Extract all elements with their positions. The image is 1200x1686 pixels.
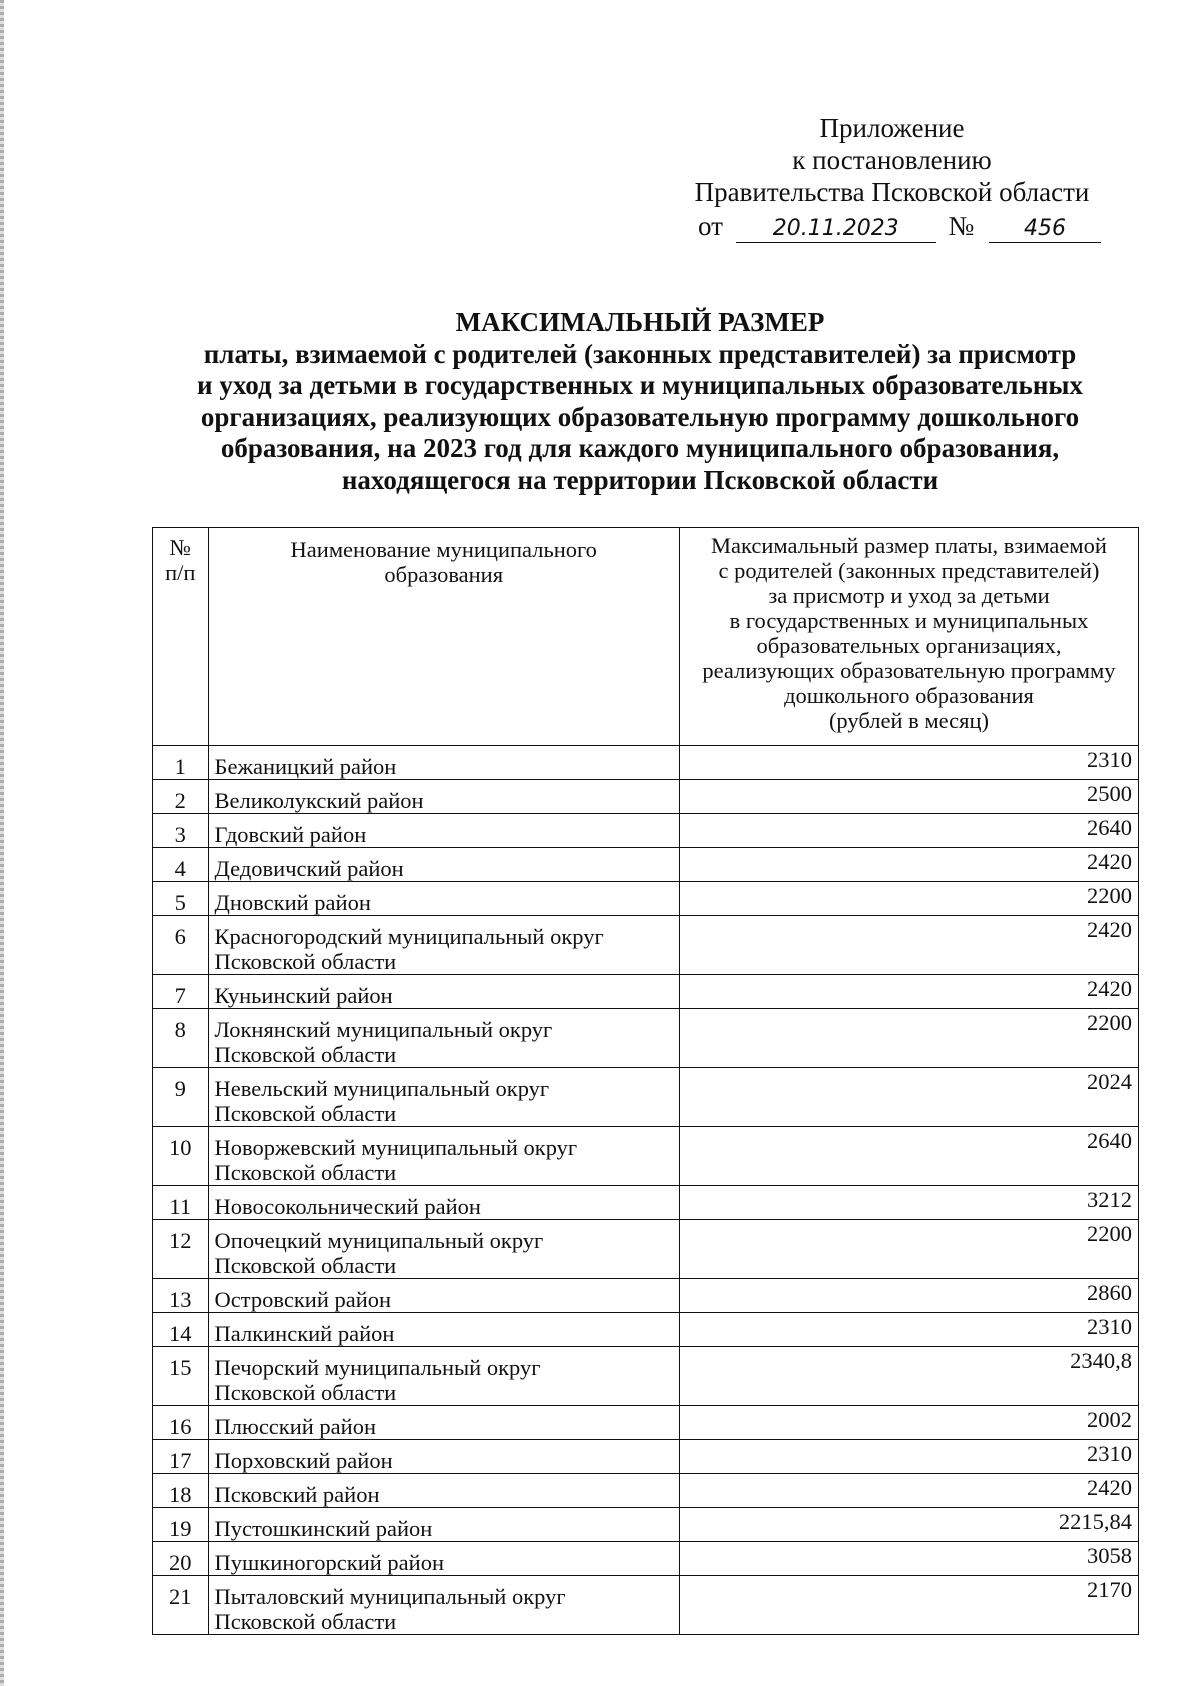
max-fee-value: 2640 [679, 814, 1138, 848]
appendix-title: Приложение [819, 113, 965, 143]
municipality-name [208, 1068, 679, 1127]
municipality-name-line: Псковской области [214, 1380, 397, 1405]
max-fee-value: 3212 [679, 1186, 1138, 1220]
municipality-name-line: Псковской области [214, 1160, 397, 1185]
row-number: 15 [153, 1347, 209, 1406]
row-number: 21 [153, 1576, 209, 1635]
max-fee-value: 2420 [679, 975, 1138, 1009]
title-line-5: образования, на 2023 год для каждого муниципального образования, [220, 433, 1060, 463]
max-fee-value: 2024 [679, 1068, 1138, 1127]
header-value-line: за присмотр и уход за детьми [768, 583, 1050, 608]
municipality-name [208, 1508, 679, 1542]
row-number: 18 [153, 1474, 209, 1508]
max-fee-value: 2215,84 [679, 1508, 1138, 1542]
header-value-line: с родителей (законных представителей) [718, 558, 1100, 583]
header-name-line: образования [384, 562, 504, 587]
row-number: 14 [153, 1313, 209, 1347]
municipality-name-line: Печорский муниципальный округ [214, 1355, 541, 1380]
row-number: 3 [153, 814, 209, 848]
title-line-1: МАКСИМАЛЬНЫЙ РАЗМЕР [455, 307, 825, 337]
municipality-name-line: Новосокольнический район [214, 1194, 481, 1219]
municipality-name-line: Плюсский район [214, 1414, 376, 1439]
municipality-name [208, 975, 679, 1009]
municipality-name [208, 1127, 679, 1186]
municipality-name [208, 1474, 679, 1508]
header-number [153, 528, 209, 746]
header-value-line: Максимальный размер платы, взимаемой [711, 533, 1107, 558]
municipality-name [208, 1347, 679, 1406]
row-number: 1 [153, 746, 209, 780]
max-fee-value: 2200 [679, 882, 1138, 916]
municipality-name-line: Псковской области [214, 949, 397, 974]
row-number: 9 [153, 1068, 209, 1127]
max-fee-value: 2310 [679, 1440, 1138, 1474]
municipality-name-line: Куньинский район [214, 983, 393, 1008]
row-number: 11 [153, 1186, 209, 1220]
max-fee-value: 2200 [679, 1009, 1138, 1068]
row-number: 16 [153, 1406, 209, 1440]
max-fee-value: 2340,8 [679, 1347, 1138, 1406]
header-name [208, 528, 679, 746]
header-value-line: образовательных организациях, [756, 633, 1062, 658]
table-row [153, 975, 1139, 1009]
row-number: 5 [153, 882, 209, 916]
row-number: 17 [153, 1440, 209, 1474]
municipality-name [208, 1220, 679, 1279]
header-value [679, 528, 1138, 746]
table-row [153, 848, 1139, 882]
municipality-name-line: Псковский район [214, 1482, 380, 1507]
document-title [140, 307, 1140, 496]
municipality-name [208, 1313, 679, 1347]
scan-edge [0, 0, 4, 1686]
table-row [153, 1542, 1139, 1576]
municipality-name-line: Бежаницкий район [214, 754, 397, 779]
max-fee-value: 3058 [679, 1542, 1138, 1576]
header-name-line: Наименование муниципального [290, 537, 597, 562]
municipality-name [208, 1406, 679, 1440]
municipality-name [208, 1440, 679, 1474]
table-row [153, 1009, 1139, 1068]
table-row [153, 1186, 1139, 1220]
municipality-name-line: Пустошкинский район [214, 1516, 433, 1541]
municipality-name-line: Невельский муниципальный округ [214, 1076, 550, 1101]
date-label: от [698, 211, 723, 241]
table-row [153, 1220, 1139, 1279]
max-fee-value: 2420 [679, 1474, 1138, 1508]
max-fee-value: 2200 [679, 1220, 1138, 1279]
appendix-header [662, 112, 1122, 208]
fee-table [152, 527, 1139, 1635]
table-row [153, 1474, 1139, 1508]
municipality-name-line: Псковской области [214, 1253, 397, 1278]
decree-date: 20.11.2023 [736, 216, 936, 243]
table-row [153, 1127, 1139, 1186]
municipality-name [208, 780, 679, 814]
municipality-name [208, 916, 679, 975]
municipality-name-line: Новоржевский муниципальный округ [214, 1135, 578, 1160]
max-fee-value: 2170 [679, 1576, 1138, 1635]
max-fee-value: 2420 [679, 916, 1138, 975]
max-fee-value: 2420 [679, 848, 1138, 882]
row-number: 4 [153, 848, 209, 882]
header-number-symbol: № [169, 535, 191, 560]
row-number: 13 [153, 1279, 209, 1313]
max-fee-value: 2640 [679, 1127, 1138, 1186]
municipality-name-line: Локнянский муниципальный округ [214, 1017, 553, 1042]
appendix-subtitle: к постановлению [792, 145, 992, 175]
municipality-name-line: Пушкиногорский район [214, 1550, 444, 1575]
table-row [153, 916, 1139, 975]
max-fee-value: 2310 [679, 746, 1138, 780]
municipality-name-line: Великолукский район [214, 788, 424, 813]
row-number: 12 [153, 1220, 209, 1279]
header-value-line: дошкольного образования [784, 683, 1034, 708]
max-fee-value: 2860 [679, 1279, 1138, 1313]
row-number: 10 [153, 1127, 209, 1186]
row-number: 2 [153, 780, 209, 814]
municipality-name-line: Псковской области [214, 1101, 397, 1126]
municipality-name [208, 882, 679, 916]
title-line-3: и уход за детьми в государственных и муниципальных образовательных [197, 370, 1083, 400]
header-value-line: (рублей в месяц) [828, 708, 990, 733]
municipality-name-line: Псковской области [214, 1042, 397, 1067]
table-row [153, 882, 1139, 916]
row-number: 6 [153, 916, 209, 975]
municipality-name [208, 1576, 679, 1635]
header-number-abbr: п/п [165, 560, 196, 585]
municipality-name-line: Опочецкий муниципальный округ [214, 1228, 544, 1253]
header-value-line: реализующих образовательную программу [702, 658, 1116, 683]
table-header-row [153, 528, 1139, 746]
table-row [153, 1508, 1139, 1542]
municipality-name [208, 1009, 679, 1068]
max-fee-value: 2002 [679, 1406, 1138, 1440]
table-row [153, 1440, 1139, 1474]
table-row [153, 780, 1139, 814]
table-row [153, 1347, 1139, 1406]
table-row [153, 746, 1139, 780]
table-row [153, 814, 1139, 848]
table-row [153, 1406, 1139, 1440]
municipality-name-line: Псковской области [214, 1609, 397, 1634]
header-value-line: в государственных и муниципальных [729, 608, 1089, 633]
municipality-name [208, 814, 679, 848]
municipality-name-line: Дновский район [214, 890, 371, 915]
municipality-name [208, 848, 679, 882]
title-line-6: находящегося на территории Псковской области [341, 464, 939, 495]
table-row [153, 1576, 1139, 1635]
municipality-name-line: Палкинский район [214, 1321, 395, 1346]
max-fee-value: 2500 [679, 780, 1138, 814]
row-number: 7 [153, 975, 209, 1009]
municipality-name-line: Дедовичский район [214, 856, 404, 881]
title-line-4: организациях, реализующих образовательную программу дошкольного [200, 401, 1080, 432]
municipality-name [208, 1186, 679, 1220]
municipality-name-line: Красногородский муниципальный округ [214, 924, 604, 949]
table-row [153, 1068, 1139, 1127]
title-line-2: платы, взимаемой с родителей (законных представителей) за присмотр [203, 338, 1077, 369]
table-row [153, 1279, 1139, 1313]
municipality-name-line: Порховский район [214, 1448, 393, 1473]
max-fee-value: 2310 [679, 1313, 1138, 1347]
municipality-name-line: Островский район [214, 1287, 392, 1312]
municipality-name-line: Гдовский район [214, 822, 367, 847]
municipality-name [208, 1279, 679, 1313]
municipality-name-line: Пыталовский муниципальный округ [214, 1584, 566, 1609]
row-number: 19 [153, 1508, 209, 1542]
row-number: 8 [153, 1009, 209, 1068]
appendix-authority: Правительства Псковской области [694, 177, 1090, 207]
municipality-name [208, 746, 679, 780]
row-number: 20 [153, 1542, 209, 1576]
decree-number: 456 [989, 216, 1101, 243]
municipality-name [208, 1542, 679, 1576]
table-row [153, 1313, 1139, 1347]
number-label: № [948, 211, 975, 241]
decree-dateline [698, 210, 1101, 243]
